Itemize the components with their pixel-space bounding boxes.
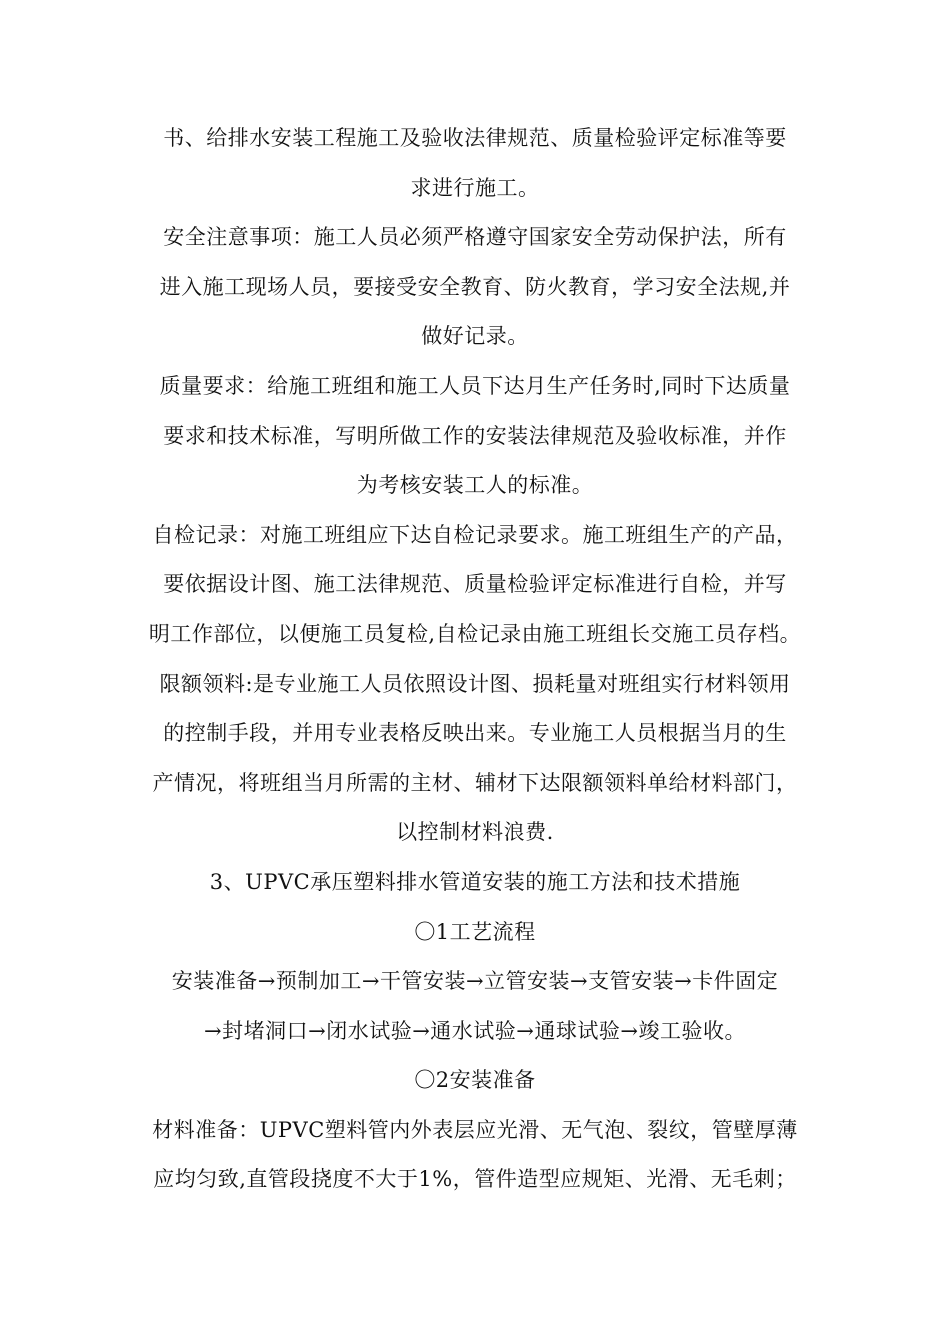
text-line: 安全注意事项：施工人员必须严格遵守国家安全劳动保护法，所有 bbox=[163, 225, 787, 250]
text-line: 以控制材料浪费. bbox=[396, 820, 554, 845]
text-line: 要依据设计图、施工法律规范、质量检验评定标准进行自检，并写 bbox=[163, 572, 787, 597]
text-line: 做好记录。 bbox=[421, 324, 529, 349]
document-body bbox=[100, 114, 850, 1205]
text-line: 产情况，将班组当月所需的主材、辅材下达限额领料单给材料部门， bbox=[152, 770, 798, 795]
text-line: 为考核安装工人的标准。 bbox=[356, 473, 594, 498]
text-line: →封堵洞口→闭水试验→通水试验→通球试验→竣工验收。 bbox=[204, 1018, 746, 1043]
text-line: 质量要求：给施工班组和施工人员下达月生产任务时,同时下达质量 bbox=[159, 373, 791, 398]
subsection-heading: 〇1工艺流程 bbox=[414, 919, 536, 944]
text-line: 自检记录：对施工班组应下达自检记录要求。施工班组生产的产品， bbox=[152, 522, 798, 547]
section-heading: 3、UPVC承压塑料排水管道安装的施工方法和技术措施 bbox=[209, 869, 741, 894]
text-line: 进入施工现场人员，要接受安全教育、防火教育，学习安全法规,并 bbox=[159, 274, 791, 299]
text-line: 的控制手段，并用专业表格反映出来。专业施工人员根据当月的生 bbox=[163, 721, 787, 746]
text-line: 应均匀致,直管段挠度不大于1%，管件造型应规矩、光滑、无毛刺； bbox=[153, 1167, 797, 1192]
text-line: 书、给排水安装工程施工及验收法律规范、质量检验评定标准等要 bbox=[163, 126, 787, 150]
text-line: 要求和技术标准，写明所做工作的安装法律规范及验收标准，并作 bbox=[163, 423, 787, 448]
text-line: 限额领料:是专业施工人员依照设计图、损耗量对班组实行材料领用 bbox=[159, 671, 791, 696]
text-line: 安装准备→预制加工→干管安装→立管安装→支管安装→卡件固定 bbox=[171, 969, 779, 994]
text-line: 材料准备：UPVC塑料管内外表层应光滑、无气泡、裂纹，管壁厚薄 bbox=[152, 1117, 798, 1142]
subsection-heading: 〇2安装准备 bbox=[414, 1068, 536, 1093]
text-line: 明工作部位，以便施工员复检,自检记录由施工班组长交施工员存档。 bbox=[148, 621, 802, 646]
text-line: 求进行施工。 bbox=[410, 175, 540, 200]
